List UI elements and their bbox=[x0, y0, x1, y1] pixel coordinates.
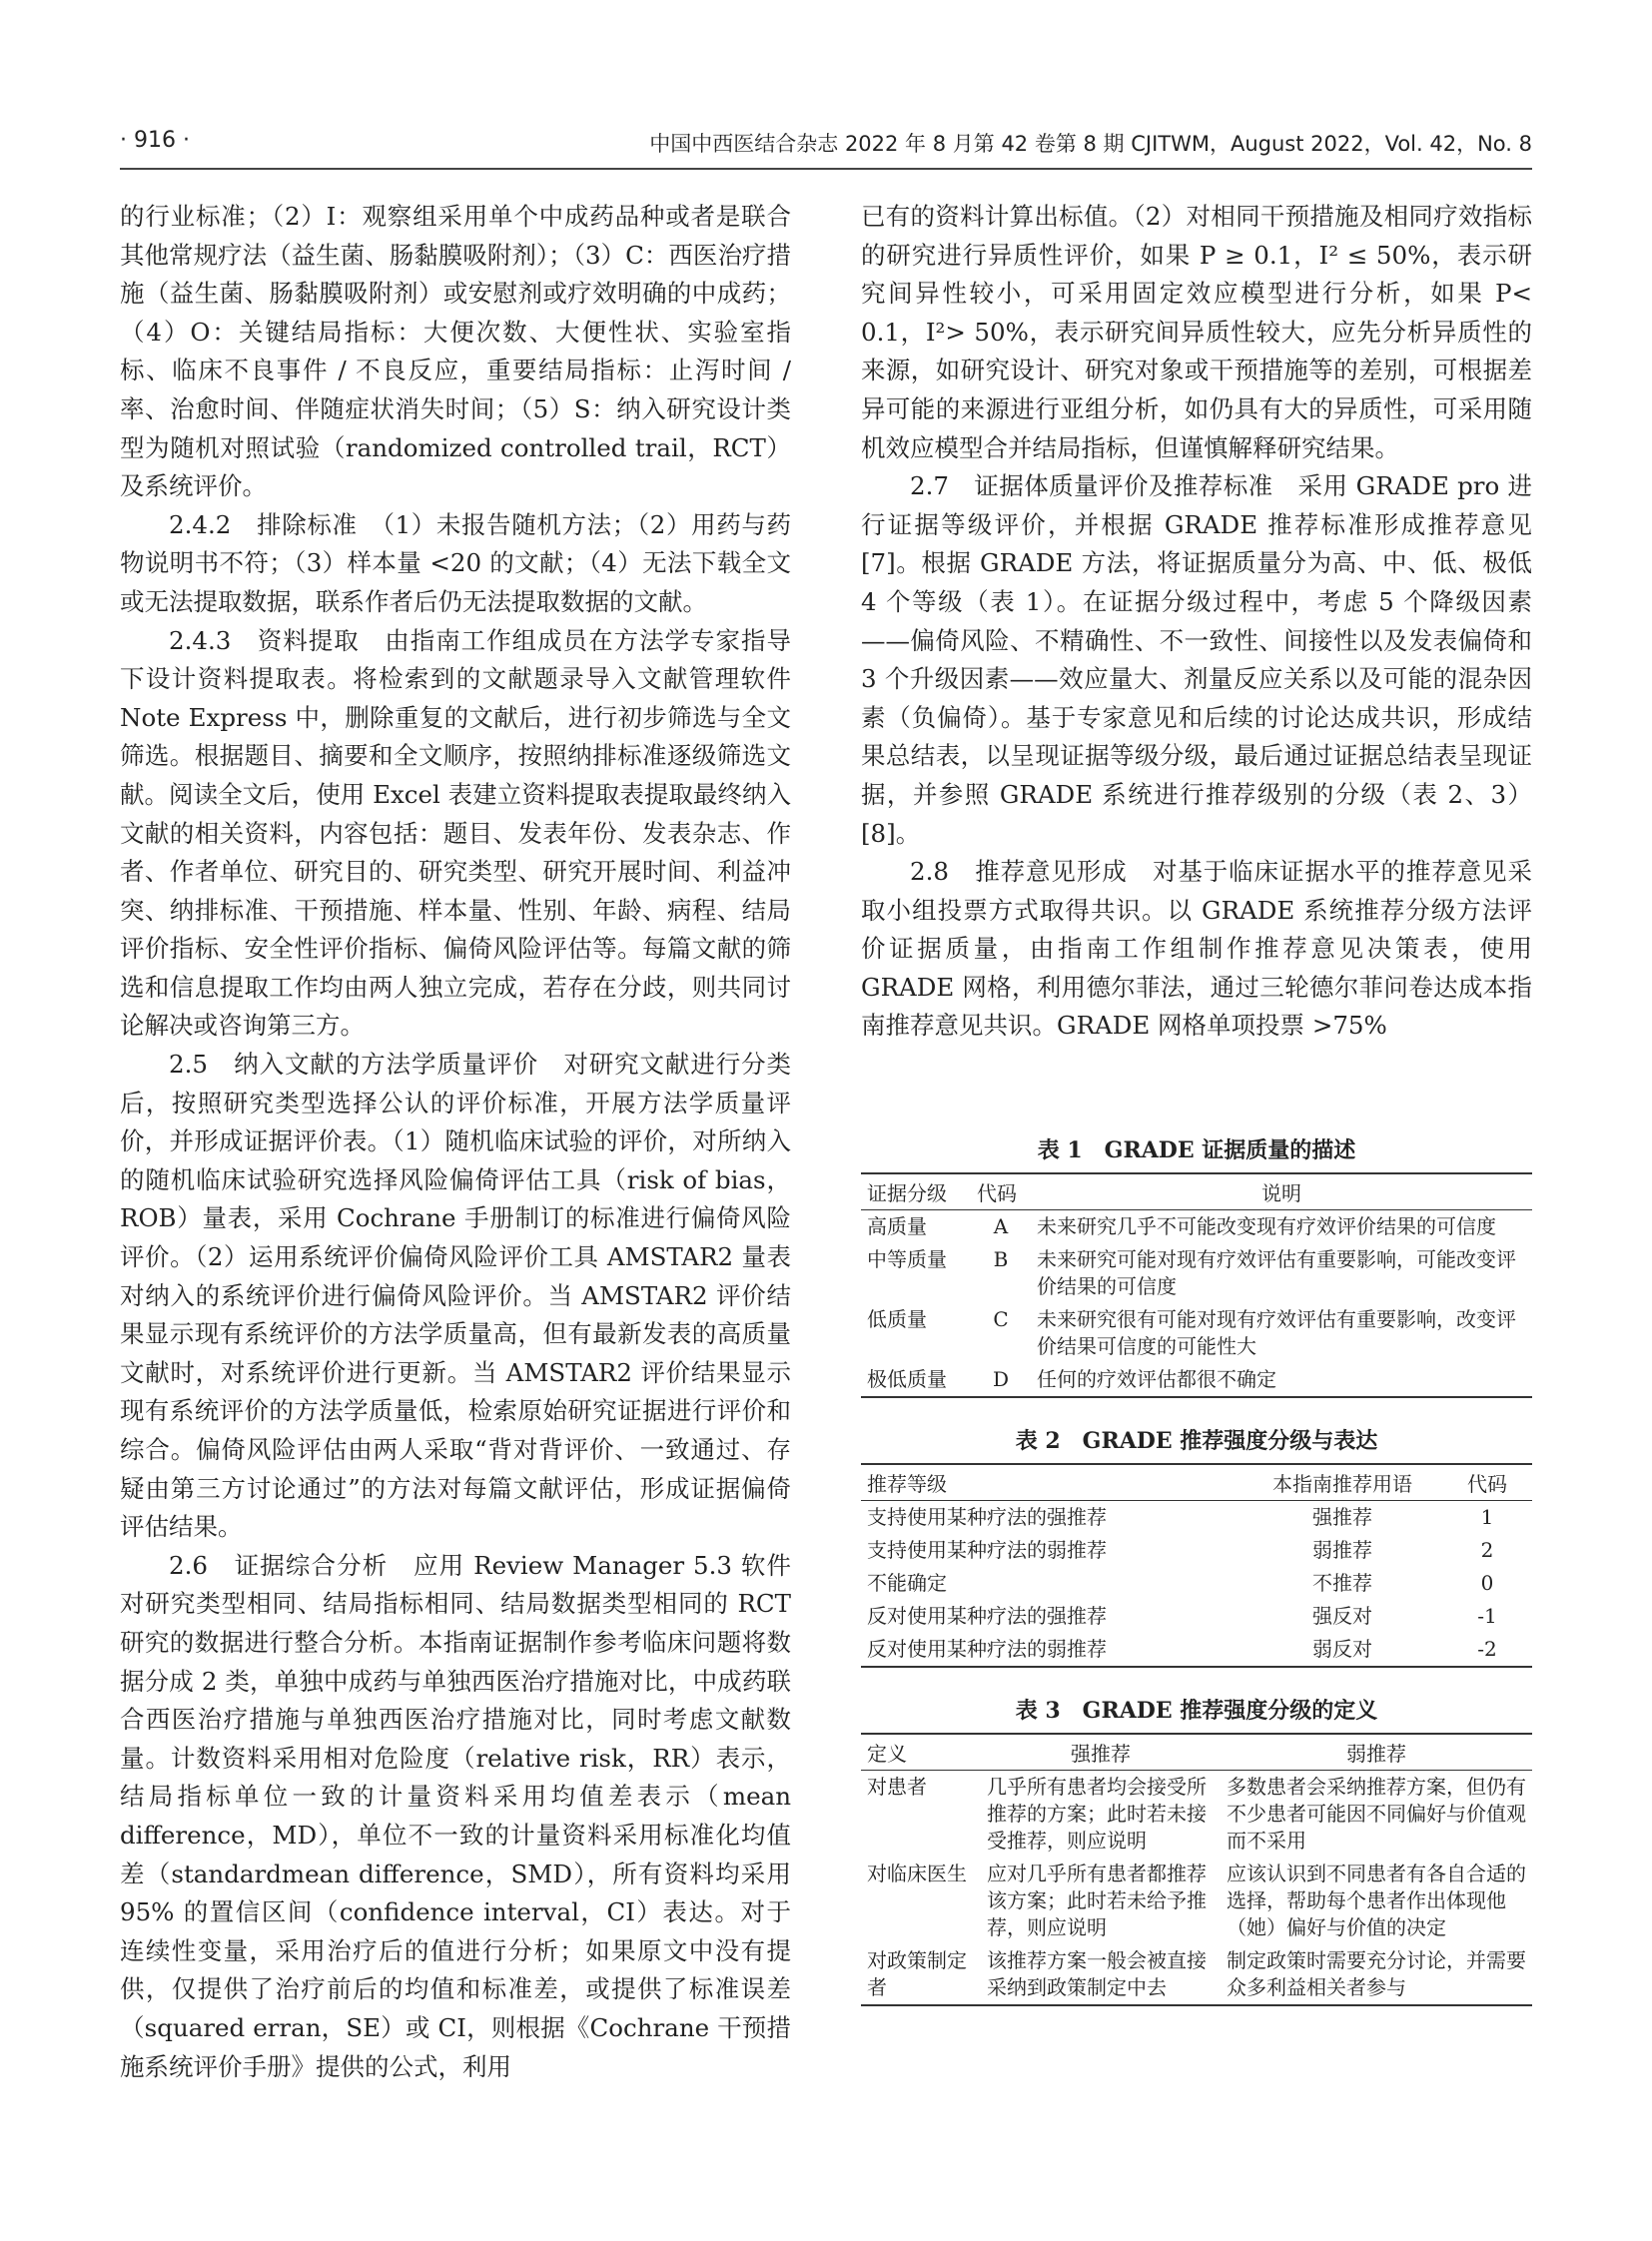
page-number: · 916 · bbox=[120, 128, 190, 153]
table2-header: 推荐等级 bbox=[861, 1464, 1242, 1501]
table-cell: 多数患者会采纳推荐方案，但仍有不少患者可能因不同偏好与价值观而不采用 bbox=[1227, 1775, 1526, 1853]
table-cell: 高质量 bbox=[867, 1214, 927, 1238]
table-row bbox=[861, 1303, 1532, 1363]
table3 bbox=[861, 1733, 1532, 2006]
table1 bbox=[861, 1172, 1532, 1398]
table-cell: 1 bbox=[1480, 1505, 1494, 1529]
table-cell: 2 bbox=[1480, 1538, 1494, 1562]
table-cell: 对临床医生 bbox=[867, 1862, 967, 1885]
table-row bbox=[861, 1771, 1532, 1859]
table-row bbox=[861, 1363, 1532, 1397]
table-cell: 强推荐 bbox=[1312, 1505, 1372, 1529]
body-paragraph: 2.5 纳入文献的方法学质量评价 对研究文献进行分类后，按照研究类型选择公认的评价标准，开展方法学质量评价，并形成证据评价表。（1）随机临床试验的评价，对所纳入的随机临床试验研究选择风险偏倚评估工具（risk of bias，ROB）量表，采用 Cochrane 手册制订的标准进行偏倚风险评价。（2）运用系统评价偏倚风险评价工具 AMSTAR2 量表对纳入的系统评价进行偏倚风险评价。当 AMSTAR2 评价结果显示现有系统评价的方法学质量高，但有最新发表的高质量文献时，对系统评价进行更新。当 AMSTAR2 评价结果显示现有系统评价的方法学质量低，检索原始研究证据进行评价和综合。偏倚风险评估由两人采取“背对背评价、一致通过、存疑由第三方讨论通过”的方法对每篇文献评估，形成证据偏倚评估结果。 bbox=[120, 1050, 791, 1542]
table-cell: -2 bbox=[1477, 1637, 1497, 1661]
table1-header: 代码 bbox=[971, 1173, 1031, 1210]
table-cell: 未来研究可能对现有疗效评估有重要影响，可能改变评价结果的可信度 bbox=[1037, 1247, 1516, 1298]
body-paragraph: 2.4.2 排除标准 （1）未报告随机方法；（2）用药与药物说明书不符；（3）样本量 <20 的文献；（4）无法下载全文或无法提取数据，联系作者后仍无法提取数据的文献。 bbox=[120, 509, 791, 616]
table-cell: 中等质量 bbox=[867, 1247, 947, 1271]
table2 bbox=[861, 1463, 1532, 1668]
table-cell: 任何的疗效评估都很不确定 bbox=[1037, 1367, 1276, 1391]
body-paragraph: 已有的资料计算出标值。（2）对相同干预措施及相同疗效指标的研究进行异质性评价，如果 P ≥ 0.1，I² ≤ 50%，表示研究间异性较小，可采用固定效应模型进行分析，如果 P< 0.1，I²> 50%，表示研究间异质性较大，应先分析异质性的来源，如研究设计、研究对象或干预措施等的差别，可根据差异可能的来源进行亚组分析，如仍具有大的异质性，可采用随机效应模型合并结局指标，但谨慎解释研究结果。 bbox=[861, 202, 1532, 462]
table3-header: 强推荐 bbox=[981, 1734, 1221, 1771]
table-cell: C bbox=[993, 1307, 1009, 1331]
table-cell: 支持使用某种疗法的弱推荐 bbox=[867, 1538, 1107, 1562]
table1-header: 证据分级 bbox=[861, 1173, 971, 1210]
table-cell: 对患者 bbox=[867, 1775, 927, 1799]
table3-header: 弱推荐 bbox=[1221, 1734, 1532, 1771]
table-cell: 不能确定 bbox=[867, 1571, 947, 1595]
body-paragraph: 2.4.3 资料提取 由指南工作组成员在方法学专家指导下设计资料提取表。将检索到的文献题录导入文献管理软件 Note Express 中，删除重复的文献后，进行初步筛选与全文筛选。根据题目、摘要和全文顺序，按照纳排标准逐级筛选文献。阅读全文后，使用 Excel 表建立资料提取表提取最终纳入文献的相关资料，内容包括：题目、发表年份、发表杂志、作者、作者单位、研究目的、研究类型、研究开展时间、利益冲突、纳排标准、干预措施、样本量、性别、年龄、病程、结局评价指标、安全性评价指标、偏倚风险评估等。每篇文献的筛选和信息提取工作均由两人独立完成，若存在分歧，则共同讨论解决或咨询第三方。 bbox=[120, 625, 791, 1041]
right-column bbox=[861, 198, 1532, 1117]
table-cell: 不推荐 bbox=[1312, 1571, 1372, 1595]
table-cell: 强反对 bbox=[1312, 1604, 1372, 1628]
table-row bbox=[861, 1243, 1532, 1303]
table-cell: 未来研究几乎不可能改变现有疗效评价结果的可信度 bbox=[1037, 1214, 1496, 1238]
table-cell: 反对使用某种疗法的强推荐 bbox=[867, 1604, 1107, 1628]
table-cell: -1 bbox=[1477, 1604, 1497, 1628]
table-cell: 0 bbox=[1480, 1571, 1494, 1595]
left-column bbox=[120, 198, 791, 2086]
table-cell: 该推荐方案一般会被直接采纳到政策制定中去 bbox=[987, 1948, 1207, 1999]
header-rule bbox=[120, 168, 1532, 170]
table-cell: 弱推荐 bbox=[1312, 1538, 1372, 1562]
table2-header: 本指南推荐用语 bbox=[1242, 1464, 1442, 1501]
table-cell: 支持使用某种疗法的强推荐 bbox=[867, 1505, 1107, 1529]
table-row bbox=[861, 1210, 1532, 1244]
table-row bbox=[861, 1501, 1532, 1535]
table1-header: 说明 bbox=[1031, 1173, 1532, 1210]
table-cell: 应对几乎所有患者都推荐该方案；此时若未给予推荐，则应说明 bbox=[987, 1862, 1207, 1939]
table3-caption: 表 3 GRADE 推荐强度分级的定义 bbox=[1015, 1698, 1378, 1724]
table-row bbox=[861, 1534, 1532, 1567]
table-row bbox=[861, 1600, 1532, 1633]
table-row bbox=[861, 1633, 1532, 1667]
table-cell: 极低质量 bbox=[867, 1367, 947, 1391]
body-paragraph: 的行业标准；（2）I：观察组采用单个中成药品种或者是联合其他常规疗法（益生菌、肠黏膜吸附剂）；（3）C：西医治疗措施（益生菌、肠黏膜吸附剂）或安慰剂或疗效明确的中成药；（4）O：关键结局指标：大便次数、大便性状、实验室指标、临床不良事件 / 不良反应，重要结局指标：止泻时间 / 率、治愈时间、伴随症状消失时间；（5）S：纳入研究设计类型为随机对照试验（randomized controlled trail，RCT）及系统评价。 bbox=[120, 202, 791, 501]
table-cell: 对政策制定者 bbox=[867, 1948, 967, 1999]
table-cell: 未来研究很有可能对现有疗效评估有重要影响，改变评价结果可信度的可能性大 bbox=[1037, 1307, 1516, 1358]
table-row bbox=[861, 1944, 1532, 2005]
table1-caption: 表 1 GRADE 证据质量的描述 bbox=[1037, 1137, 1356, 1163]
table-cell: D bbox=[992, 1367, 1010, 1391]
table-cell: 弱反对 bbox=[1312, 1637, 1372, 1661]
table-cell: B bbox=[993, 1247, 1009, 1271]
body-paragraph: 2.6 证据综合分析 应用 Review Manager 5.3 软件对研究类型相同、结局指标相同、结局数据类型相同的 RCT 研究的数据进行整合分析。本指南证据制作参考临床问题将数据分成 2 类，单独中成药与单独西医治疗措施对比，中成药联合西医治疗措施与单独西医治疗措施对比，同时考虑文献数量。计数资料采用相对危险度（relative risk，RR）表示，结局指标单位一致的计量资料采用均值差表示（mean difference，MD），单位不一致的计量资料采用标准化均值差（standardmean difference，SMD），所有资料均采用 95% 的置信区间（confidence interval，CI）表达。对于连续性变量，采用治疗后的值进行分析；如果原文中没有提供，仅提供了治疗前后的均值和标准差，或提供了标准误差（squared erran，SE）或 CI，则根据《Cochrane 干预措施系统评价手册》提供的公式，利用 bbox=[120, 1550, 791, 2081]
table-cell: 几乎所有患者均会接受所推荐的方案；此时若未接受推荐，则应说明 bbox=[987, 1775, 1207, 1853]
table-cell: 低质量 bbox=[867, 1307, 927, 1331]
table-cell: 应该认识到不同患者有各自合适的选择，帮助每个患者作出体现他（她）偏好与价值的决定 bbox=[1227, 1862, 1526, 1939]
body-paragraph: 2.8 推荐意见形成 对基于临床证据水平的推荐意见采取小组投票方式取得共识。以 GRADE 系统推荐分级方法评价证据质量，由指南工作组制作推荐意见决策表，使用 GRADE 网格，利用德尔菲法，通过三轮德尔菲问卷达成本指南推荐意见共识。GRADE 网格单项投票 >75% bbox=[861, 857, 1532, 1041]
table-cell: 反对使用某种疗法的弱推荐 bbox=[867, 1637, 1107, 1661]
table2-caption: 表 2 GRADE 推荐强度分级与表达 bbox=[1015, 1428, 1378, 1454]
table-row bbox=[861, 1858, 1532, 1944]
table-cell: A bbox=[993, 1214, 1009, 1238]
table2-header: 代码 bbox=[1442, 1464, 1532, 1501]
body-paragraph: 2.7 证据体质量评价及推荐标准 采用 GRADE pro 进行证据等级评价，并根据 GRADE 推荐标准形成推荐意见 [7]。根据 GRADE 方法，将证据质量分为高、中、低、极低 4 个等级（表 1）。在证据分级过程中，考虑 5 个降级因素——偏倚风险、不精确性、不一致性、间接性以及发表偏倚和 3 个升级因素——效应量大、剂量反应关系以及可能的混杂因素（负偏倚）。基于专家意见和后续的讨论达成共识，形成结果总结表，以呈现证据等级分级，最后通过证据总结表呈现证据，并参照 GRADE 系统进行推荐级别的分级（表 2、3）[8]。 bbox=[861, 471, 1532, 848]
table-cell: 制定政策时需要充分讨论，并需要众多利益相关者参与 bbox=[1227, 1948, 1526, 1999]
journal-header: 中国中西医结合杂志 2022 年 8 月第 42 卷第 8 期 CJITWM，August 2022，Vol. 42，No. 8 bbox=[649, 132, 1532, 156]
table-row bbox=[861, 1567, 1532, 1600]
tables-area bbox=[861, 1133, 1532, 2032]
table3-header: 定义 bbox=[861, 1734, 981, 1771]
